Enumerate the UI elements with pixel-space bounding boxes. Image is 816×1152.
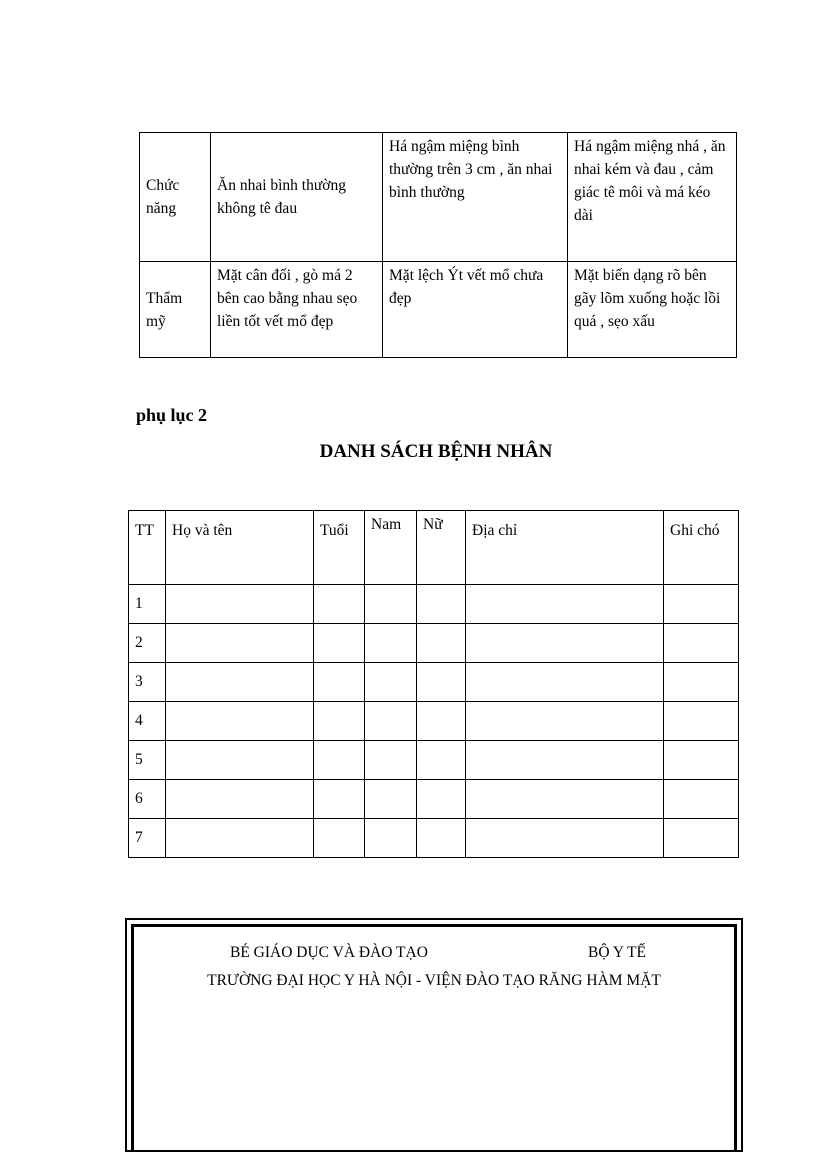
empty-cell [314, 741, 365, 780]
table-row [129, 819, 739, 858]
empty-cell [365, 741, 417, 780]
table-row [129, 663, 739, 702]
row-number: 4 [129, 702, 166, 741]
table-header-row [129, 511, 739, 585]
empty-cell [166, 624, 314, 663]
cover-inner-frame [131, 924, 737, 1150]
empty-cell [417, 585, 466, 624]
empty-cell [664, 819, 739, 858]
table-cell: Há ngậm miệng nhá , ăn nhai kém và đau , cảm giác tê môi và má kéo dài [568, 133, 737, 262]
header-female: Nữ [417, 511, 466, 585]
empty-cell [166, 702, 314, 741]
empty-cell [664, 741, 739, 780]
table-cell: Mặt lệch Ýt vết mổ chưa đẹp [383, 262, 568, 358]
patient-list-title: DANH SÁCH BỆNH NHÂN [319, 441, 553, 462]
empty-cell [166, 663, 314, 702]
empty-cell [466, 741, 664, 780]
empty-cell [664, 780, 739, 819]
evaluation-table [139, 132, 737, 358]
row-number: 1 [129, 585, 166, 624]
school-name: TRƯỜNG ĐẠI HỌC Y HÀ NỘI - VIỆN ĐÀO TẠO RĂNG HÀM MẶT [207, 972, 661, 989]
header-tt: TT [129, 511, 166, 585]
table-row [129, 702, 739, 741]
empty-cell [365, 663, 417, 702]
table-row [140, 133, 737, 262]
empty-cell [166, 585, 314, 624]
row-number: 3 [129, 663, 166, 702]
empty-cell [664, 585, 739, 624]
empty-cell [365, 702, 417, 741]
empty-cell [314, 663, 365, 702]
empty-cell [417, 663, 466, 702]
header-name: Họ và tên [166, 511, 314, 585]
header-age: Tuổi [314, 511, 365, 585]
empty-cell [417, 702, 466, 741]
empty-cell [365, 819, 417, 858]
header-notes: Ghi chó [664, 511, 739, 585]
empty-cell [417, 741, 466, 780]
empty-cell [466, 819, 664, 858]
table-cell: Mặt cân đối , gò má 2 bên cao bằng nhau sẹo liền tốt vết mổ đẹp [211, 262, 383, 358]
empty-cell [314, 702, 365, 741]
row-number: 6 [129, 780, 166, 819]
empty-cell [166, 741, 314, 780]
empty-cell [166, 780, 314, 819]
row-number: 5 [129, 741, 166, 780]
row-label: Chức năng [140, 133, 211, 262]
table-cell: Mặt biến dạng rõ bên gãy lõm xuống hoặc lồi quá , sẹo xấu [568, 262, 737, 358]
empty-cell [466, 702, 664, 741]
empty-cell [417, 780, 466, 819]
table-row [129, 585, 739, 624]
empty-cell [314, 819, 365, 858]
empty-cell [365, 624, 417, 663]
header-male: Nam [365, 511, 417, 585]
appendix-label: phụ lục 2 [136, 405, 208, 425]
table-cell: Há ngậm miệng bình thường trên 3 cm , ăn nhai bình thường [383, 133, 568, 262]
table-row [129, 741, 739, 780]
table-row [140, 262, 737, 358]
empty-cell [417, 819, 466, 858]
header-address: Địa chỉ [466, 511, 664, 585]
empty-cell [466, 780, 664, 819]
empty-cell [365, 780, 417, 819]
empty-cell [314, 780, 365, 819]
empty-cell [664, 624, 739, 663]
ministry-health: BỘ Y TẾ [588, 944, 646, 961]
empty-cell [466, 663, 664, 702]
patient-list-table [128, 510, 739, 858]
row-number: 2 [129, 624, 166, 663]
cover-frame [125, 918, 743, 1152]
empty-cell [314, 624, 365, 663]
table-row [129, 624, 739, 663]
empty-cell [365, 585, 417, 624]
patient-rows [129, 585, 739, 858]
empty-cell [466, 624, 664, 663]
table-row [129, 780, 739, 819]
table-cell: Ăn nhai bình thường không tê đau [211, 133, 383, 262]
empty-cell [166, 819, 314, 858]
row-number: 7 [129, 819, 166, 858]
empty-cell [664, 702, 739, 741]
empty-cell [417, 624, 466, 663]
empty-cell [466, 585, 664, 624]
ministry-education: BÉ GIÁO DỤC VÀ ĐÀO TẠO [230, 944, 428, 961]
empty-cell [664, 663, 739, 702]
row-label: Thẩm mỹ [140, 262, 211, 358]
empty-cell [314, 585, 365, 624]
